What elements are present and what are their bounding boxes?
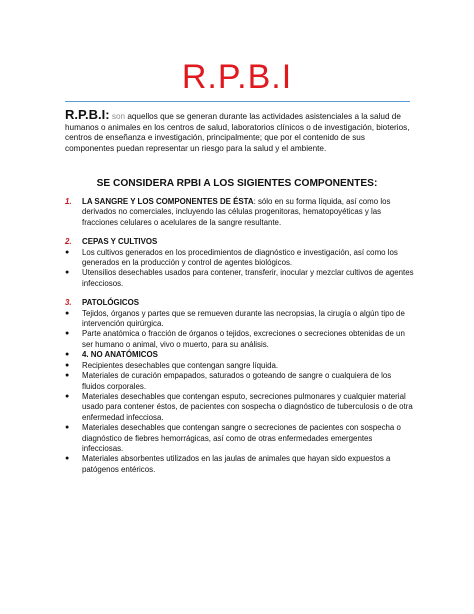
section-heading-text (82, 197, 415, 228)
intro-soft-word: son (111, 112, 126, 121)
list-item (65, 248, 415, 269)
list-item (65, 361, 415, 371)
section-heading-row (65, 197, 415, 228)
list-item (65, 423, 415, 454)
section-heading-rest: : sólo en su forma líquida, así como los derivados no comerciales, incluyendo las células progenitoras, hematopoyéticas y las fracciones celulares o acelulares de la sangre resultante. (82, 197, 391, 227)
section-heading: PATOLÓGICOS (82, 298, 139, 308)
bullet-icon: ● (65, 361, 70, 369)
list-item-text: Parte anatómica o fracción de órganos o tejidos, excreciones o secreciones obtenidas de un ser humano o animal, vivo o muerto, para su análisis. (82, 329, 405, 349)
list-item-text: Tejidos, órganos y partes que se remueven durante las necropsias, la cirugía o algún tipo de intervención quirúrgica. (82, 308, 405, 329)
list-item (65, 392, 415, 423)
list-item-text: Materiales absorbentes utilizados en las jaulas de animales que hayan sido expuestos a patógenos entéricos. (82, 454, 391, 474)
intro-body: aquellos que se generan durante las actividades asistenciales a la salud de humanos o animales en los centros de salud, laboratorios clínicos o de investigación, bioterios, centros de enseñanza e investigación, principalmente; que por el contenido de sus componentes puedan representar un riesgo para la salud y el ambiente. (65, 112, 410, 153)
list-item (65, 268, 415, 289)
list-item (65, 454, 415, 475)
bullet-icon: ● (65, 455, 70, 463)
page-title: R.P.B.I (181, 58, 293, 96)
components-list (65, 197, 415, 475)
list-item-text: Materiales desechables que contengan esputo, secreciones pulmonares y cualquier material usado para contener éstos, de pacientes con sospecha o diagnóstico de tuberculosis o de otra enfermedad infecciosa. (82, 391, 413, 422)
section-heading: LA SANGRE Y LOS COMPONENTES DE ÉSTA (82, 197, 254, 206)
component-section (65, 298, 415, 350)
section-heading-row (65, 298, 415, 308)
list-item-text: Materiales desechables que contengan sangre o secreciones de pacientes con sospecha o diagnóstico de fiebres hemorrágicas, así como de otras enfermedades emergentes infecciosas. (82, 423, 401, 453)
component-section (65, 237, 415, 289)
list-item (65, 329, 415, 350)
section-heading-row (65, 350, 415, 360)
list-item-text: Los cultivos generados en los procedimientos de diagnóstico e investigación, así como los generados en la producción y control de agentes biológicos. (82, 247, 398, 268)
section-heading-text (82, 350, 415, 360)
bullet-icon: ● (65, 351, 70, 359)
list-item-text: Utensilios desechables usados para contener, transferir, inocular y mezclar cultivos de agentes infecciosos. (82, 268, 414, 288)
section-heading: NO ANATÓMICOS (90, 350, 158, 360)
intro-term: R.P.B.I: (65, 107, 110, 122)
intro-paragraph (65, 107, 413, 154)
title-divider (65, 101, 410, 102)
list-item-text: Recipientes desechables que contengan sangre líquida. (82, 360, 279, 370)
bullet-icon: ● (65, 330, 70, 338)
list-item (65, 309, 415, 330)
bullet-icon: ● (65, 424, 70, 432)
section-number: 1. (65, 197, 72, 206)
bullet-icon: ● (65, 309, 70, 317)
bullet-icon: ● (65, 372, 70, 380)
component-section (65, 197, 415, 228)
section-number: 4. (82, 350, 89, 360)
bullet-icon: ● (65, 269, 70, 277)
section-heading-row (65, 237, 415, 247)
component-section (65, 350, 415, 475)
section-subtitle: SE CONSIDERA RPBI A LOS SIGIENTES COMPONENTES: (96, 178, 378, 189)
list-item (65, 371, 415, 392)
bullet-icon: ● (65, 392, 70, 400)
bullet-icon: ● (65, 248, 70, 256)
list-item-text: Materiales de curación empapados, saturados o goteando de sangre o cualquiera de los fluidos corporales. (82, 371, 392, 391)
section-number: 2. (65, 237, 72, 247)
section-heading: CEPAS Y CULTIVOS (82, 237, 158, 247)
section-number: 3. (65, 298, 72, 308)
